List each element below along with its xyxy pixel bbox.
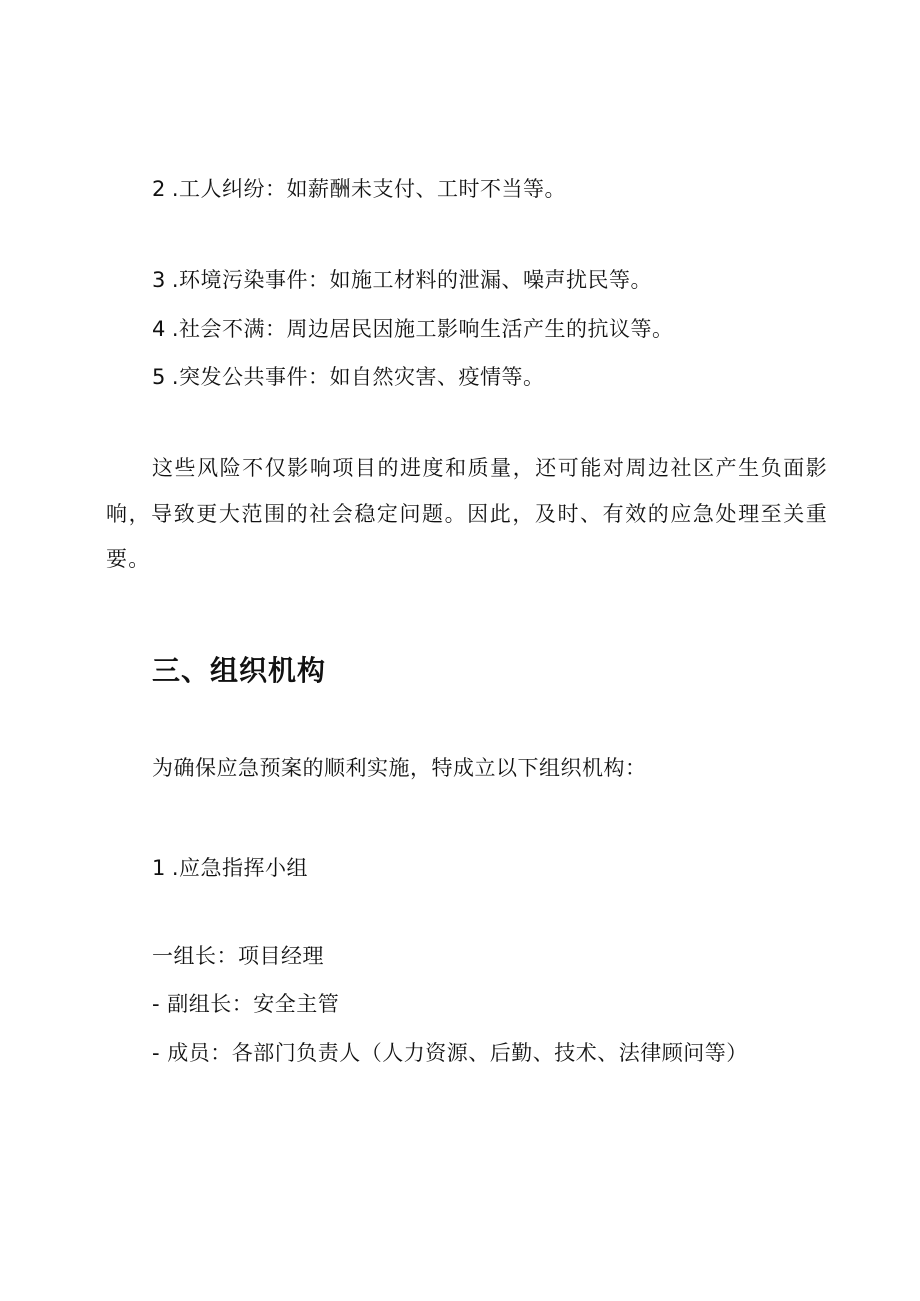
list-number: 1 (152, 856, 166, 880)
member-deputy-leader: - 副组长：安全主管 (152, 992, 340, 1016)
list-number: 2 (152, 177, 166, 201)
risk-item-public-emergency (152, 361, 545, 393)
list-number: 4 (152, 317, 166, 341)
section-heading: 三、组织机构 (152, 654, 327, 687)
member-leader: 一组长：项目经理 (152, 944, 324, 968)
summary-paragraph: 这些风险不仅影响项目的进度和质量，还可能对周边社区产生负面影响，导致更大范围的社会稳定问题。因此，及时、有效的应急处理至关重要。 (106, 456, 828, 571)
risk-item-environmental-pollution (152, 264, 652, 296)
member-members: - 成员：各部门负责人（人力资源、后勤、技术、法律顾问等） (152, 1041, 748, 1065)
list-text: .环境污染事件：如施工材料的泄漏、噪声扰民等。 (171, 268, 653, 292)
list-text: .突发公共事件：如自然灾害、疫情等。 (171, 365, 545, 389)
subsection-title (152, 852, 308, 884)
list-number: 3 (152, 268, 166, 292)
list-text: .工人纠纷：如薪酬未支付、工时不当等。 (171, 177, 567, 201)
list-text: .社会不满：周边居民因施工影响生活产生的抗议等。 (171, 317, 674, 341)
list-text: .应急指挥小组 (171, 856, 309, 880)
list-number: 5 (152, 365, 166, 389)
intro-text: 为确保应急预案的顺利实施，特成立以下组织机构： (152, 756, 647, 780)
risk-item-workers-dispute (152, 173, 566, 205)
risk-item-social-discontent (152, 313, 674, 345)
